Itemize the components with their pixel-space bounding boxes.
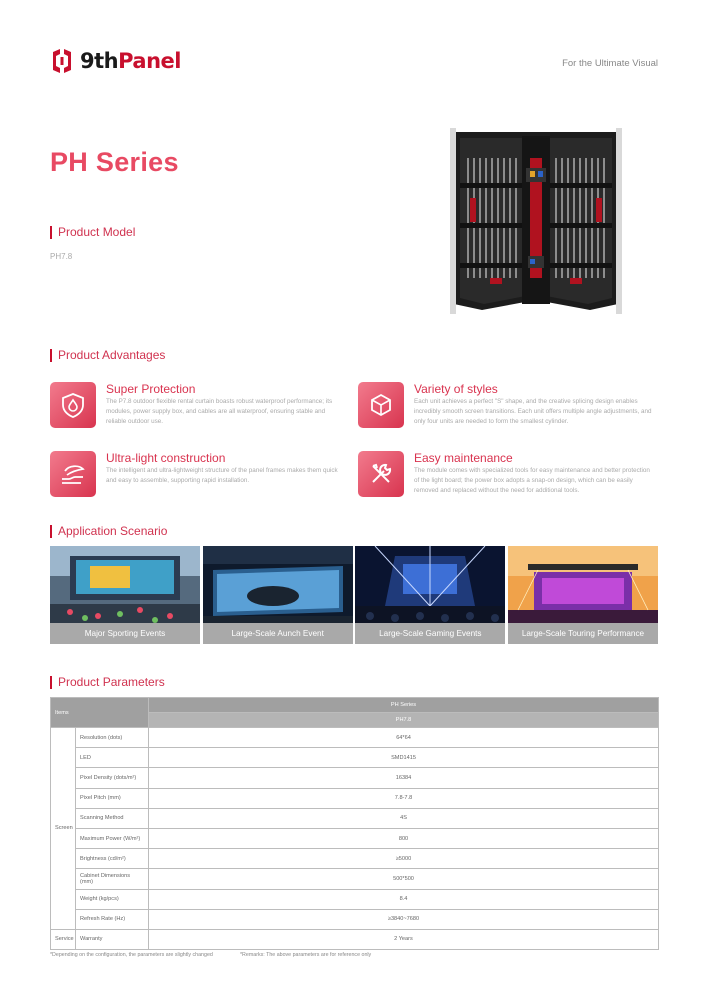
param-value: 16384: [149, 768, 659, 788]
param-label: Brightness (cd/m²): [76, 849, 149, 869]
advantage-desc: The intelligent and ultra-lightweight structure of the panel frames makes them quick and easy to assemble, supporting rapid installation.: [106, 467, 338, 484]
param-value: ≥3840~7680: [149, 909, 659, 929]
tools-icon: [358, 451, 404, 497]
table-row: [51, 909, 659, 929]
series-title: PH Series: [50, 147, 179, 177]
param-label: Maximum Power (W/m²): [76, 828, 149, 848]
param-value: 800: [149, 828, 659, 848]
param-value: 7.8-7.8: [149, 788, 659, 808]
param-label: Pixel Density (dots/m²): [76, 768, 149, 788]
param-value: 64*64: [149, 728, 659, 748]
group-label-service: Service: [51, 929, 76, 949]
param-label: Pixel Pitch (mm): [76, 788, 149, 808]
brand-name: [80, 49, 181, 73]
param-value: ≥5000: [149, 849, 659, 869]
heading-accent-bar: [50, 226, 52, 239]
header-series: PH Series: [149, 698, 659, 713]
param-label: Cabinet Dimensions (mm): [76, 869, 149, 889]
param-value: SMD1415: [149, 748, 659, 768]
param-label: Refresh Rate (Hz): [76, 909, 149, 929]
heading-accent-bar: [50, 525, 52, 538]
brand-name-suffix: Panel: [118, 49, 181, 73]
table-row: [51, 728, 659, 748]
advantages-heading: [50, 348, 165, 362]
scenario-card[interactable]: [508, 546, 658, 644]
advantage-desc: Each unit achieves a perfect "S" shape, and the creative splicing design enables incredibly smooth screen transitions. Each unit offers multiple angle adjustments, and only four units are needed to form the smallest cylinder.: [414, 398, 652, 425]
scenario-card[interactable]: [50, 546, 200, 644]
param-value: 500*500: [149, 869, 659, 889]
led-cabinet-image: [450, 128, 622, 314]
product-model-heading: [50, 225, 135, 239]
table-row: [51, 768, 659, 788]
advantages-title: Product Advantages: [58, 348, 166, 362]
logo-mark-icon: [50, 48, 74, 74]
brand-name-prefix: 9th: [80, 49, 119, 73]
header-model: PH7.8: [149, 713, 659, 728]
param-label: Scanning Method: [76, 808, 149, 828]
shield-drop-icon: [50, 382, 96, 428]
scenario-caption: Major Sporting Events: [50, 623, 200, 644]
table-row: [51, 889, 659, 909]
param-label: Warranty: [76, 929, 149, 949]
param-value: 2 Years: [149, 929, 659, 949]
heading-accent-bar: [50, 349, 52, 362]
feather-hand-icon: [50, 451, 96, 497]
application-heading: [50, 524, 167, 538]
scenario-card[interactable]: [203, 546, 353, 644]
advantage-title: Easy maintenance: [414, 451, 513, 465]
advantage-title: Super Protection: [106, 382, 196, 396]
parameters-title: Product Parameters: [58, 675, 165, 689]
advantage-desc: The module comes with specialized tools for easy maintenance and better protection of the light board; the power box adopts a snap-on design, which can be easily removed and replaced without the need for additional tools.: [414, 467, 650, 494]
scenario-card[interactable]: [355, 546, 505, 644]
tagline: For the Ultimate Visual: [562, 58, 658, 69]
table-row: [51, 869, 659, 889]
table-row: [51, 808, 659, 828]
parameters-table: [50, 697, 659, 950]
table-row: [51, 929, 659, 949]
footnote-left: *Depending on the configuration, the parameters are slightly changed: [50, 952, 213, 958]
application-title: Application Scenario: [58, 524, 168, 538]
param-label: Weight (kg/pcs): [76, 889, 149, 909]
group-label-screen: Screen: [51, 728, 76, 930]
parameters-heading: [50, 675, 165, 689]
table-row: [51, 788, 659, 808]
param-label: LED: [76, 748, 149, 768]
advantage-desc: The P7.8 outdoor flexible rental curtain boasts robust waterproof performance; its modules, power supply box, and cables are all waterproof, ensuring stable and reliable outdoor use.: [106, 398, 333, 425]
product-model-title: Product Model: [58, 225, 136, 239]
table-row: [51, 849, 659, 869]
param-label: Resolution (dots): [76, 728, 149, 748]
cube-icon: [358, 382, 404, 428]
table-row: [51, 748, 659, 768]
advantage-title: Variety of styles: [414, 382, 498, 396]
brand-logo[interactable]: [50, 48, 181, 74]
advantage-title: Ultra-light construction: [106, 451, 226, 465]
product-model-value: PH7.8: [50, 252, 73, 261]
param-value: 4S: [149, 808, 659, 828]
scenario-caption: Large-Scale Gaming Events: [355, 623, 505, 644]
table-header-row: [51, 698, 659, 713]
heading-accent-bar: [50, 676, 52, 689]
scenario-caption: Large-Scale Aunch Event: [203, 623, 353, 644]
scenario-gallery: [50, 546, 658, 644]
param-value: 8.4: [149, 889, 659, 909]
footnote-right: *Remarks: The above parameters are for reference only: [240, 952, 372, 958]
scenario-caption: Large-Scale Touring Performance: [508, 623, 658, 644]
page-header: [50, 48, 658, 80]
header-items: Items: [51, 698, 149, 728]
table-row: [51, 828, 659, 848]
